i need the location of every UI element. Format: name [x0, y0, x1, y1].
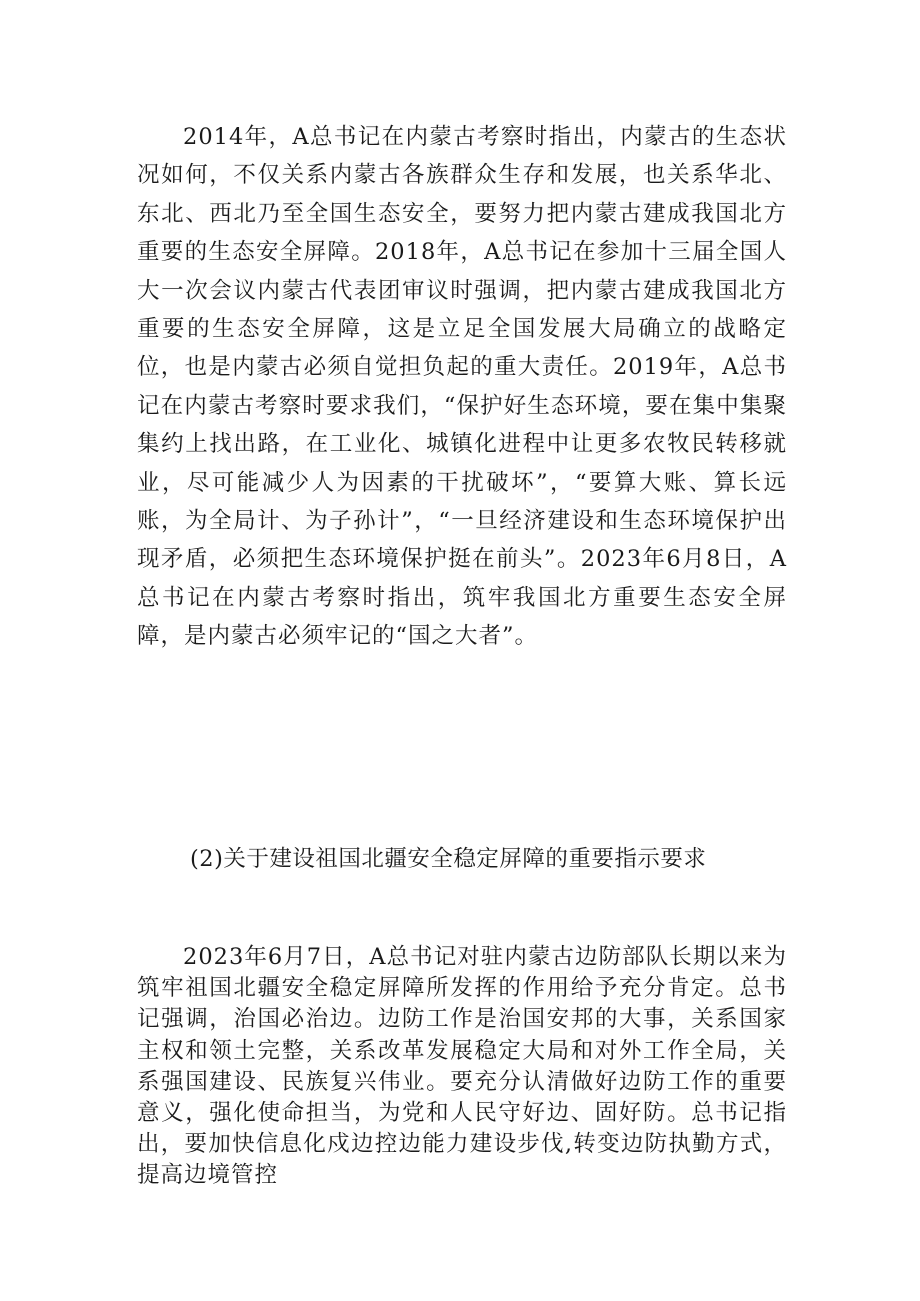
body-paragraph-ecology: 2014年，A总书记在内蒙古考察时指出，内蒙古的生态状况如何，不仅关系内蒙古各族群众生存和发展，也关系华北、东北、西北乃至全国生态安全，要努力把内蒙古建成我国北方重要的生态安全屏障。2018年，A总书记在参加十三届全国人大一次会议内蒙古代表团审议时强调，把内蒙古建成我国北方重要的生态安全屏障，这是立足全国发展大局确立的战略定位，也是内蒙古必须自觉担负起的重大责任。2019年，A总书记在内蒙古考察时要求我们，“保护好生态环境，要在集中集聚集约上找出路，在工业化、城镇化进程中让更多农牧民转移就业，尽可能减少人为因素的干扰破坏”，“要算大账、算长远账，为全局计、为子孙计”，“一旦经济建设和生态环境保护出现矛盾，必须把生态环境保护挺在前头”。2023年6月8日，A总书记在内蒙古考察时指出，筑牢我国北方重要生态安全屏障，是内蒙古必须牢记的“国之大者”。: [137, 124, 787, 650]
body-paragraph-border-defense: 2023年6月7日，A总书记对驻内蒙古边防部队长期以来为筑牢祖国北疆安全稳定屏障所发挥的作用给予充分肯定。总书记强调，治国必治边。边防工作是治国安邦的大事，关系国家主权和领土完整，关系改革发展稳定大局和对外工作全局，关系强国建设、民族复兴伟业。要充分认清做好边防工作的重要意义，强化使命担当，为党和人民守好边、固好防。总书记指出，要加快信息化戍边控边能力建设步伐,转变边防执勤方式，提高边境管控: [137, 944, 787, 1189]
section-heading: (2)关于建设祖国北疆安全稳定屏障的重要指示要求: [190, 846, 707, 872]
